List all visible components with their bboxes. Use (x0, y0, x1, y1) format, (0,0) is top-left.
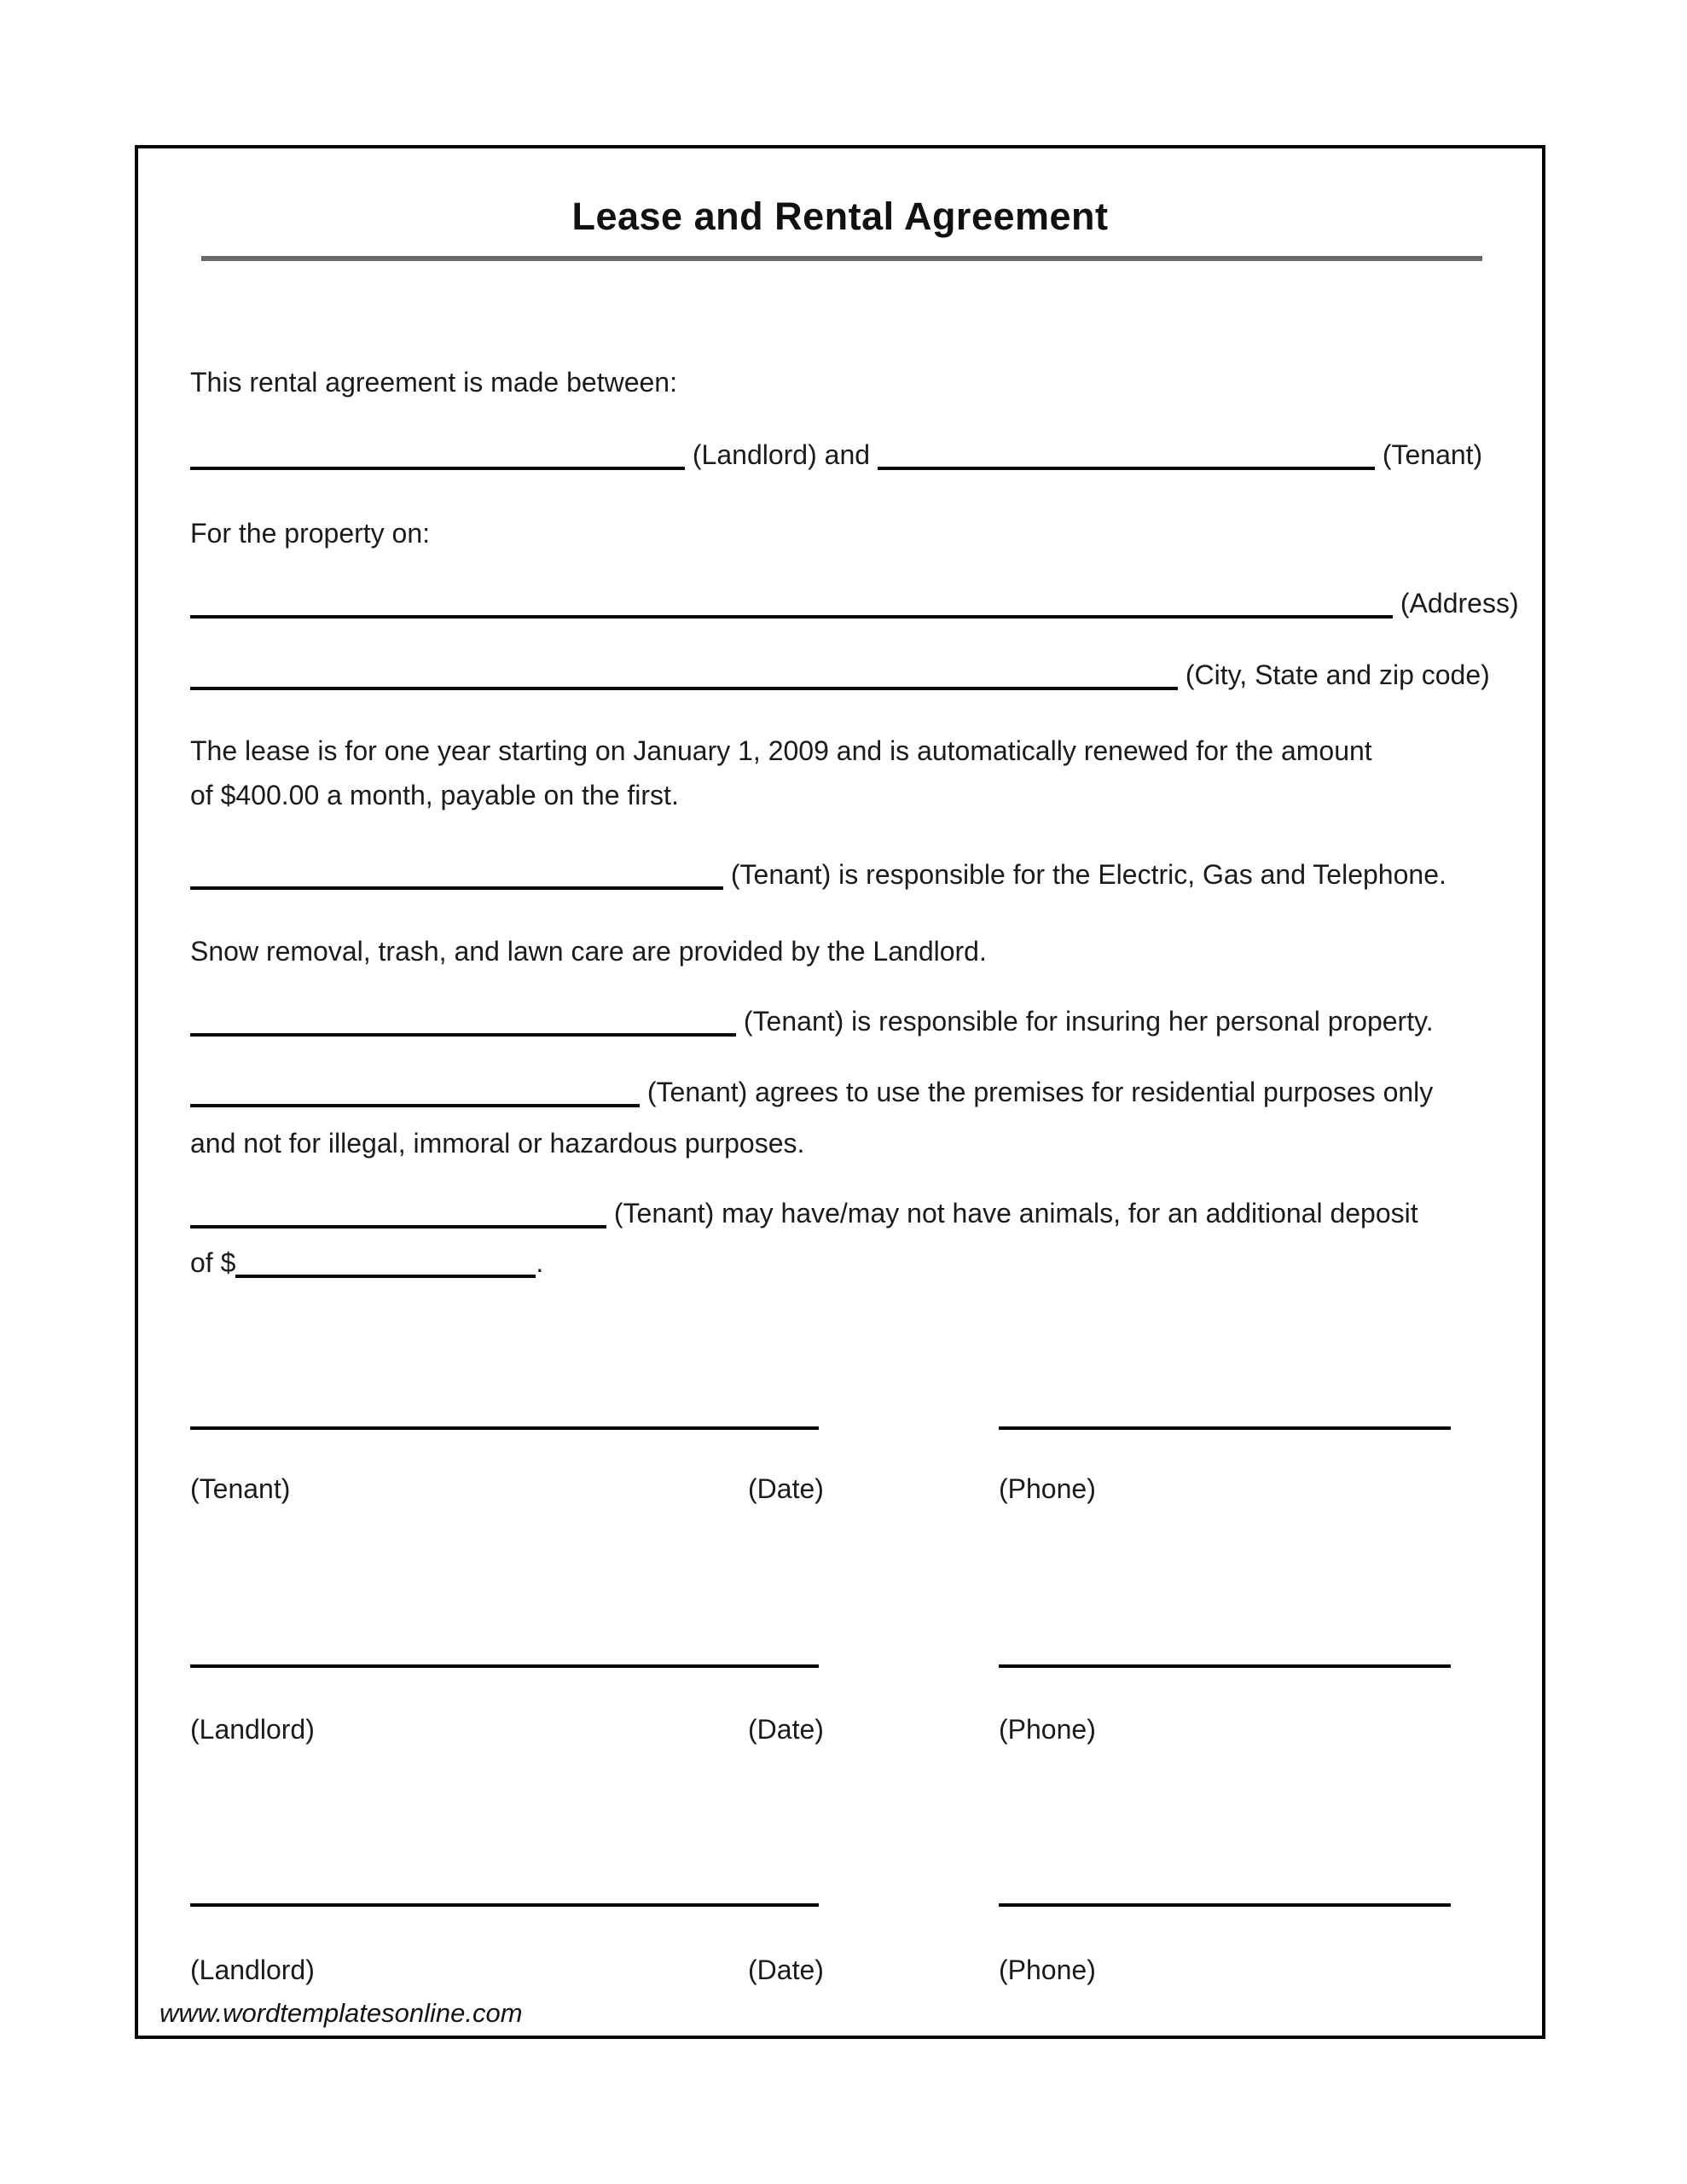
landlord1-signature-labels (190, 1712, 1533, 1746)
animals-line2-suffix: . (536, 1247, 544, 1278)
page-title: Lease and Rental Agreement (571, 195, 1109, 238)
landlord-name-blank[interactable] (190, 439, 685, 470)
intro-line-text: This rental agreement is made between: (190, 367, 677, 398)
address-label: (Address) (1400, 588, 1519, 619)
landlord2-phone-line[interactable] (999, 1903, 1451, 1907)
landlord1-signature-date-line[interactable] (190, 1664, 819, 1668)
landlord-services-text: Snow removal, trash, and lawn care are provided by the Landlord. (190, 936, 987, 967)
animals-row-line2 (190, 1246, 1533, 1280)
parties-row (190, 438, 1533, 472)
city-state-zip-label: (City, State and zip code) (1185, 659, 1490, 690)
address-blank[interactable] (190, 588, 1393, 619)
landlord2-signature-date-line[interactable] (190, 1903, 819, 1907)
property-line (190, 516, 1533, 550)
tenant-signature-date-line[interactable] (190, 1426, 819, 1430)
animals-row-line1 (190, 1196, 1533, 1230)
tenant-name-label: (Tenant) (190, 1473, 291, 1504)
animals-tenant-blank[interactable] (190, 1198, 606, 1228)
landlord1-phone-label: (Phone) (999, 1714, 1096, 1745)
premises-line1-text: (Tenant) agrees to use the premises for residential purposes only (646, 1077, 1434, 1107)
landlord1-date-label: (Date) (748, 1714, 824, 1745)
utilities-text: (Tenant) is responsible for the Electric, Gas and Telephone. (730, 859, 1446, 890)
tenant-signature-labels (190, 1472, 1533, 1506)
property-line-text: For the property on: (190, 518, 431, 549)
utilities-row (190, 857, 1533, 892)
tenant-name-blank[interactable] (878, 439, 1375, 470)
city-state-zip-blank[interactable] (190, 659, 1178, 690)
insurance-text: (Tenant) is responsible for insuring her personal property. (743, 1006, 1434, 1037)
landlord2-name-label: (Landlord) (190, 1955, 315, 1985)
animals-line2-prefix: of $ (190, 1247, 236, 1278)
title-rule (201, 256, 1482, 261)
website-footer: www.wordtemplatesonline.com (159, 1998, 523, 2028)
premises-tenant-blank[interactable] (190, 1077, 640, 1107)
premises-line2-text: and not for illegal, immoral or hazardous purposes. (190, 1128, 805, 1159)
lease-paragraph-line2 (190, 778, 1533, 812)
tenant-phone-line[interactable] (999, 1426, 1451, 1430)
lease-paragraph-line2-text: of $400.00 a month, payable on the first. (190, 780, 679, 810)
tenant-label: (Tenant) (1382, 439, 1483, 470)
landlord-label: (Landlord) and (692, 439, 871, 470)
landlord2-signature-labels (190, 1953, 1533, 1987)
landlord2-phone-label: (Phone) (999, 1955, 1096, 1985)
insurance-tenant-blank[interactable] (190, 1006, 736, 1037)
intro-line (190, 365, 1533, 399)
landlord2-date-label: (Date) (748, 1955, 824, 1985)
lease-paragraph-line1-text: The lease is for one year starting on January 1, 2009 and is automatically renewed for the amount (190, 735, 1372, 766)
address-row (190, 586, 1533, 620)
utilities-tenant-blank[interactable] (190, 859, 723, 890)
insurance-row (190, 1004, 1533, 1038)
premises-row-line1 (190, 1075, 1533, 1109)
landlord1-phone-line[interactable] (999, 1664, 1451, 1668)
tenant-date-label: (Date) (748, 1473, 824, 1504)
animal-deposit-amount-blank[interactable] (235, 1247, 536, 1278)
premises-row-line2 (190, 1126, 1533, 1160)
landlord1-name-label: (Landlord) (190, 1714, 315, 1745)
landlord-services-line (190, 934, 1533, 968)
document-page (135, 145, 1545, 2039)
lease-paragraph-line1 (190, 734, 1533, 768)
city-row (190, 658, 1533, 692)
animals-line1-text: (Tenant) may have/may not have animals, for an additional deposit (613, 1198, 1418, 1228)
tenant-phone-label: (Phone) (999, 1473, 1096, 1504)
